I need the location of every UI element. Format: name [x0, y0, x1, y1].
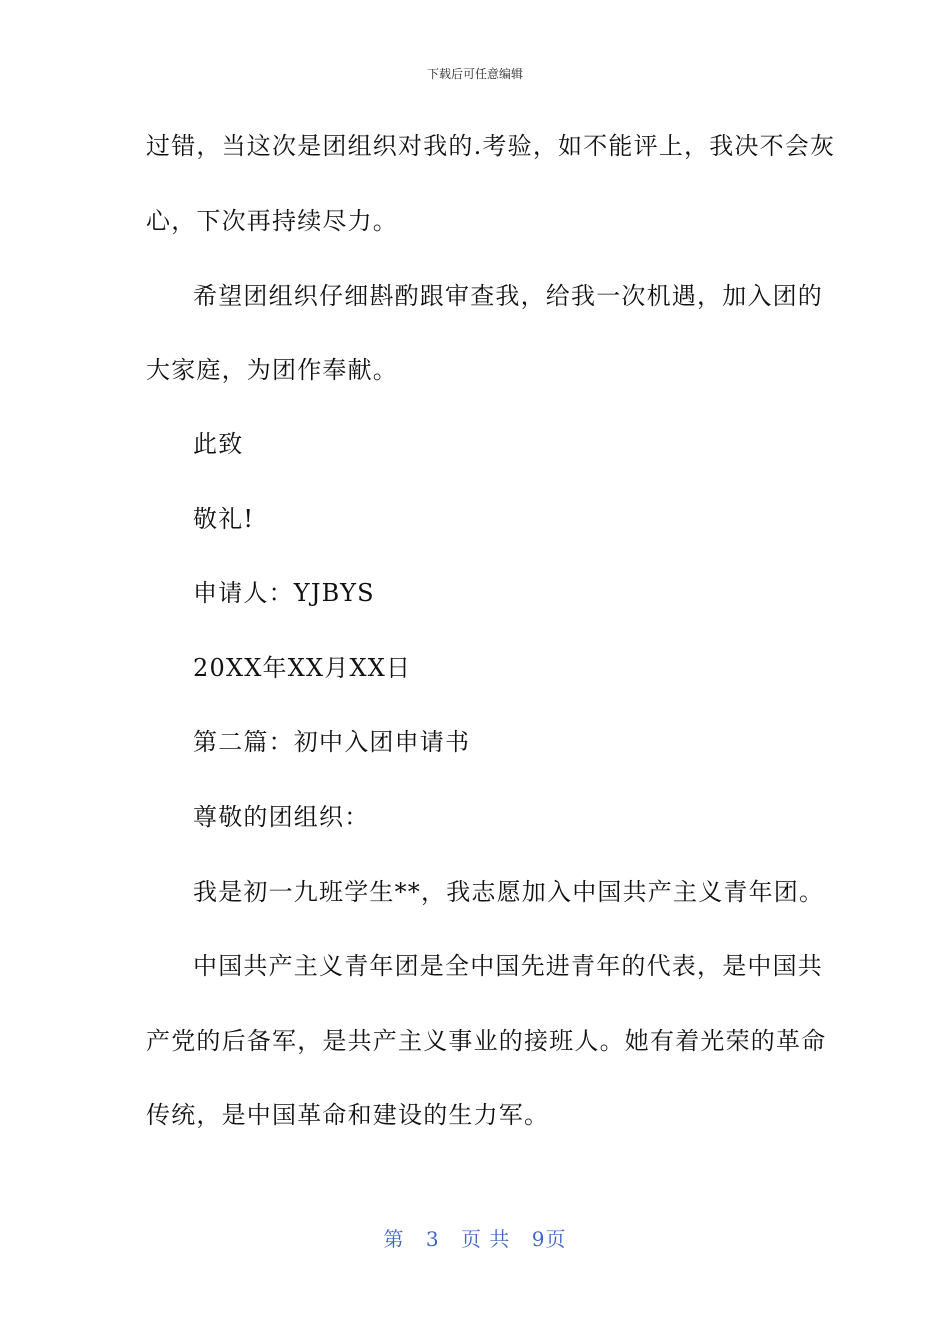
paragraph-line: 心，下次再持续尽力。 [146, 207, 398, 235]
paragraph-line: 产党的后备军，是共产主义事业的接班人。她有着光荣的革命 [146, 1027, 827, 1055]
closing-regards: 敬礼! [193, 505, 255, 533]
paragraph-line: 传统，是中国革命和建设的生力军。 [146, 1101, 550, 1129]
footer-prefix: 第 [383, 1227, 405, 1251]
paragraph-line: 希望团组织仔细斟酌跟审查我，给我一次机遇，加入团的 [193, 282, 823, 310]
section-title: 第二篇：初中入团申请书 [193, 728, 471, 756]
paragraph-line: 大家庭，为团作奉献。 [146, 356, 398, 384]
greeting-line: 尊敬的团组织： [193, 803, 370, 831]
applicant-line: 申请人：YJBYS [193, 579, 375, 607]
footer-current-page: 3 [425, 1227, 440, 1251]
closing-salutation: 此致 [193, 430, 244, 458]
paragraph-line: 过错，当这次是团组织对我的.考验，如不能评上，我决不会灰 [146, 132, 836, 160]
page-footer [0, 1226, 950, 1252]
footer-total-pages: 9页 [531, 1227, 567, 1251]
page-header: 下载后可任意编辑 [426, 67, 523, 81]
footer-mid: 页 共 [461, 1227, 511, 1251]
paragraph-line: 我是初一九班学生**，我志愿加入中国共产主义青年团。 [193, 878, 825, 906]
paragraph-line: 中国共产主义青年团是全中国先进青年的代表，是中国共 [193, 952, 823, 980]
date-line: 20XX年XX月XX日 [193, 654, 412, 682]
